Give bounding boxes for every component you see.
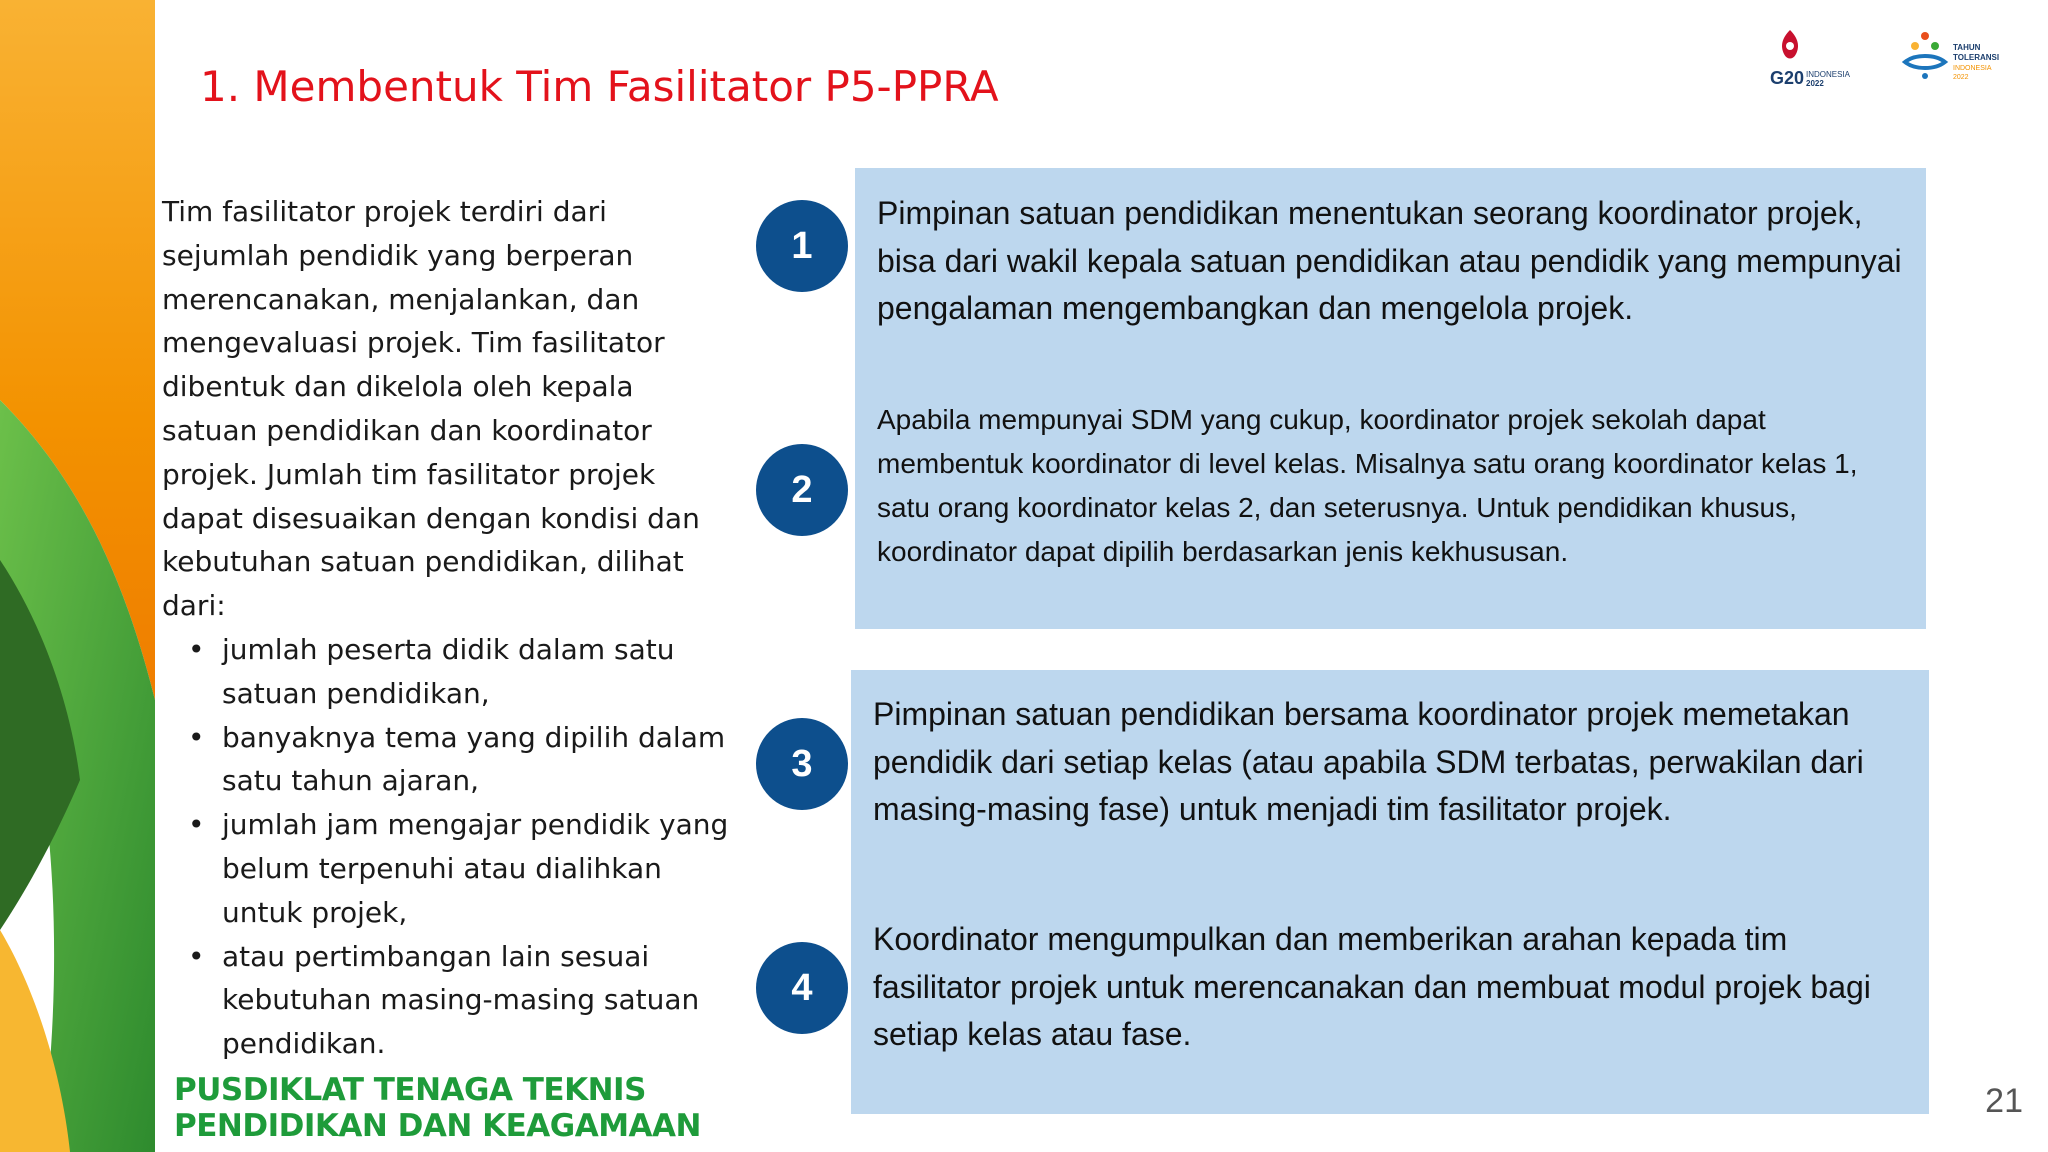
tahun-toleransi-logo: [1905, 32, 1999, 81]
step-number-badge-3: 3: [756, 718, 848, 810]
g20-country: INDONESIA: [1806, 70, 1851, 79]
step-text-1: Pimpinan satuan pendidikan menentukan seorang koordinator projek, bisa dari wakil kepala satuan pendidikan atau pendidik yang mempunyai pengalaman mengembangkan dan mengelola projek.: [877, 195, 1902, 326]
criteria-list: [162, 628, 732, 1066]
toleransi-line4: 2022: [1953, 74, 1969, 81]
slide-title: 1. Membentuk Tim Fasilitator P5-PPRA: [200, 62, 999, 111]
toleransi-line3: INDONESIA: [1953, 65, 1992, 72]
step-text-4: Koordinator mengumpulkan dan memberikan arahan kepada tim fasilitator projek untuk merencanakan dan membuat modul projek bagi setiap kelas atau fase.: [873, 921, 1871, 1052]
g20-mark: G20: [1770, 68, 1805, 88]
intro-text-block: [162, 190, 732, 1066]
step-text-3: Pimpinan satuan pendidikan bersama koordinator projek memetakan pendidik dari setiap kelas (atau apabila SDM terbatas, perwakilan dari masing-masing fase) untuk menjadi tim fasilitator projek.: [873, 696, 1864, 827]
toleransi-line2: TOLERANSI: [1953, 53, 2000, 62]
page-number: 21: [1985, 1082, 2023, 1120]
intro-paragraph: Tim fasilitator projek terdiri dari sejumlah pendidik yang berperan merencanakan, menjalankan, dan mengevaluasi projek. Tim fasilitator dibentuk dan dikelola oleh kepala satuan pendidikan dan koordinator projek. Jumlah tim fasilitator projek dapat disesuaikan dengan kondisi dan kebutuhan satuan pendidikan, dilihat dari:: [162, 195, 700, 623]
g20-year: 2022: [1806, 79, 1824, 88]
criteria-list-item: • jumlah jam mengajar pendidik yang belum terpenuhi atau dialihkan untuk projek,: [222, 803, 732, 934]
header-logos: [1760, 24, 2030, 94]
g20-logo: [1770, 30, 1851, 88]
criteria-list-item: • banyaknya tema yang dipilih dalam satu tahun ajaran,: [222, 716, 732, 804]
step-number-badge-4: 4: [756, 942, 848, 1034]
footer-line-2: PENDIDIKAN DAN KEAGAMAAN: [174, 1108, 701, 1144]
toleransi-line1: TAHUN: [1953, 43, 1981, 52]
step-text-2: Apabila mempunyai SDM yang cukup, koordinator projek sekolah dapat membentuk koordinator di level kelas. Misalnya satu orang koordinator kelas 1, satu orang koordinator kelas 2, dan seterusnya. Untuk pendidikan khusus, koordinator dapat dipilih berdasarkan jenis kekhususan.: [877, 404, 1858, 567]
step-number-badge-1: 1: [756, 200, 848, 292]
footer-institution: [174, 1072, 701, 1144]
step-number-badge-2: 2: [756, 444, 848, 536]
left-decoration-banner: [0, 0, 170, 1152]
footer-line-1: PUSDIKLAT TENAGA TEKNIS: [174, 1072, 646, 1108]
criteria-list-item: • atau pertimbangan lain sesuai kebutuhan masing-masing satuan pendidikan.: [222, 935, 732, 1066]
criteria-list-item: • jumlah peserta didik dalam satu satuan pendidikan,: [222, 628, 732, 716]
